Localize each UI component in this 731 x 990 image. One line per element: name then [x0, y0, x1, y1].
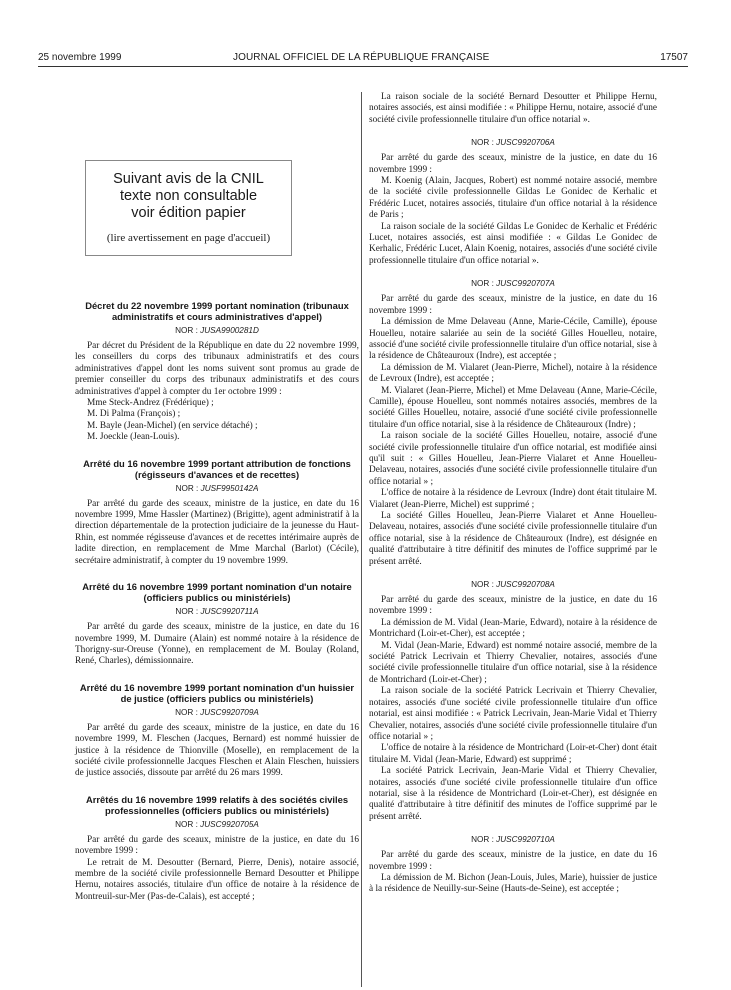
paragraph: Par arrêté du garde des sceaux, ministre de la justice, en date du 16 novembre 1999 : [369, 153, 657, 175]
name-item: M. Joeckle (Jean-Louis). [87, 432, 180, 443]
paragraph: L'office de notaire à la résidence de Montrichard (Loir-et-Cher) dont était titulaire M. Vidal (Jean-Marie, Edward) est supprimé ; [369, 743, 657, 765]
paragraph: M. Koenig (Alain, Jacques, Robert) est nommé notaire associé, membre de la société civile professionnelle Gildas Le Gonidec de Kerhalic et Frédéric Lucet, notaires associés, titulaire d'un office notarial à la résidence de Paris ; [369, 176, 657, 221]
nor-line: NOR : JUSA9900281D [175, 326, 259, 335]
paragraph: La raison sociale de la société Gilles Houelleu, notaire, associé d'une société civile professionnelle titulaire d'un office notarial, est modifiée ainsi qu'il suit : « Gilles Houelleu, Jean-Pierre Vialaret et Anne Houelleu-Delaveau, notaires, associés d'une société civile professionnelle titulaire d'un office notarial » ; [369, 431, 657, 487]
right-column [369, 92, 657, 896]
paragraph: La démission de Mme Delaveau (Anne, Marie-Cécile, Camille), épouse Houelleu, notaire salariée au sein de la société Gilles Houelleu, notaire, associé d'une société civile professionnelle titulaire d'un office notarial, sise à la résidence de Châteauroux (Indre), est acceptée ; [369, 317, 657, 362]
paragraph: Par arrêté du garde des sceaux, ministre de la justice, en date du 16 novembre 1999, M. Fleschen (Jacques, Bernard) est nommé huissier de justice à la résidence de Thionville (Moselle), en remplacement de la société civile professionnelle Jacques Fleschen et Alain Fleschen, huissiers de justice associés, dissoute par arrêté du 26 mars 1999. [75, 722, 359, 779]
cnil-notice-box [85, 160, 292, 256]
nor-line: NOR : JUSF9950142A [175, 483, 259, 493]
left-column [75, 92, 359, 903]
paragraph: La démission de M. Bichon (Jean-Louis, Jules, Marie), huissier de justice à la résidence de Neuilly-sur-Seine (Hauts-de-Seine), est acceptée ; [369, 872, 657, 895]
nor-number: JUSC9920710A [496, 835, 555, 845]
paragraph: La raison sociale de la société Bernard Desoutter et Philippe Hernu, notaires associés, est ainsi modifiée : « Philippe Hernu, notaire, associé d'une société civile professionnelle titulaire d'un office notarial ». [369, 92, 657, 125]
nor-line: NOR : JUSC9920711A [175, 607, 259, 617]
nor-line: NOR : JUSC9920705A [175, 819, 259, 829]
name-item: M. Bayle (Jean-Michel) (en service détaché) ; [87, 420, 258, 431]
nor-number: JUSC9920709A [200, 707, 259, 717]
cnil-note: (lire avertissement en page d'accueil) [106, 232, 271, 244]
nor-number: JUSC9920707A [496, 279, 555, 289]
paragraph: L'office de notaire à la résidence de Levroux (Indre) dont était titulaire M. Vialaret (Jean-Pierre, Michel) est supprimé ; [369, 488, 657, 510]
name-item: M. Di Palma (François) ; [87, 409, 181, 420]
paragraph: La démission de M. Vialaret (Jean-Pierre, Michel), notaire à la résidence de Levroux (Indre), est acceptée ; [369, 362, 657, 385]
decree-title: Arrêté du 16 novembre 1999 portant nomination d'un notaire (officiers publics ou ministériels) [82, 581, 352, 604]
decree-title: Arrêtés du 16 novembre 1999 relatifs à des sociétés civiles professionnelles (officiers publics ou ministériels) [85, 793, 349, 816]
paragraph: La société Patrick Lecrivain, Jean-Marie Vidal et Thierry Chevalier, notaires, associés d'une société civile professionnelle titulaire d'un office notarial, sise à la résidence de Montrichard (Loir-et-Cher), est désignée en qualité d'attributaire à titre définitif des minutes de l'office supprimé par le présent arrêté. [369, 766, 657, 822]
nor-number: JUSC9920706A [496, 138, 555, 148]
name-item: Mme Steck-Andrez (Frédérique) ; [87, 398, 214, 409]
paragraph: M. Vidal (Jean-Marie, Edward) est nommé notaire associé, membre de la société Patrick Lecrivain et Thierry Chevalier, notaires, associés d'une société civile professionnelle titulaire d'un office notarial, sise à la résidence de Montrichard (Loir-et-Cher) ; [369, 640, 657, 685]
nor-line: NOR : JUSC9920709A [175, 707, 259, 717]
nor-number: JUSC9920711A [200, 607, 259, 617]
paragraph: Par arrêté du garde des sceaux, ministre de la justice, en date du 16 novembre 1999, M. Dumaire (Alain) est nommé notaire à la résidence de Thorigny-sur-Oreuse (Yonne), en remplacement de M. Boulay (Roland, René, Charles), démissionnaire. [75, 622, 359, 667]
cnil-line-3: voir édition papier [131, 205, 246, 221]
nor-line: NOR : JUSC9920708A [471, 580, 555, 590]
paragraph: Par arrêté du garde des sceaux, ministre de la justice, en date du 16 novembre 1999, Mme Hassler (Martinez) (Brigitte), agent administratif à la direction départementale de la protection judiciaire de la jeunesse du Haut-Rhin, est nommée régisseuse d'avances et de recettes intérimaire auprès de ladite direction, en remplacement de Mme Marchal (Barlot) (Cécile), secrétaire administratif, à compter du 19 novembre 1999. [75, 498, 359, 566]
paragraph: Par arrêté du garde des sceaux, ministre de la justice, en date du 16 novembre 1999 : [369, 595, 657, 617]
nor-number: JUSC9920708A [496, 580, 555, 590]
nor-number: JUSA9900281D [200, 326, 259, 335]
paragraph: Par arrêté du garde des sceaux, ministre de la justice, en date du 16 novembre 1999 : [369, 294, 657, 316]
header-page-number: 17507 [660, 52, 688, 63]
paragraph: M. Vialaret (Jean-Pierre, Michel) et Mme Delaveau (Anne, Marie-Cécile, Camille), épouse Houelleu, sont nommés notaires associés, membres de la société Gilles Houelleu, notaire, associé d'une société civile professionnelle titulaire d'un office notarial, sise à la résidence de Châteauroux (Indre) ; [369, 385, 657, 430]
cnil-line-1: Suivant avis de la CNIL [113, 171, 264, 187]
paragraph: La raison sociale de la société Patrick Lecrivain et Thierry Chevalier, notaires, associés d'une société civile professionnelle titulaire d'un office notarial, est ainsi modifiée : « Patrick Lecrivain, Jean-Marie Vidal et Thierry Chevalier, notaires, associés d'une société civile professionnelle titulaire d'un office notarial » ; [369, 686, 657, 742]
header-rule [38, 66, 688, 67]
header-journal-title: JOURNAL OFFICIEL DE LA RÉPUBLIQUE FRANÇAISE [233, 52, 490, 63]
nor-number: JUSF9950142A [200, 483, 259, 493]
page-header [38, 52, 688, 66]
nor-number: JUSC9920705A [200, 819, 259, 829]
nor-line: NOR : JUSC9920710A [471, 835, 555, 845]
paragraph: La société Gilles Houelleu, Jean-Pierre Vialaret et Anne Houelleu-Delaveau, notaires, associés d'une société civile professionnelle titulaire d'un office notarial, sise à la résidence de Châteauroux (Indre), est désignée en qualité d'attributaire à titre définitif des minutes de l'office supprimé par le présent arrêté. [369, 511, 657, 567]
paragraph: Le retrait de M. Desoutter (Bernard, Pierre, Denis), notaire associé, membre de la société civile professionnelle Bernard Desoutter et Philippe Hernu, notaires associés, titulaire d'un office de notaire à la résidence de Montreuil-sur-Mer (Pas-de-Calais), est accepté ; [75, 857, 359, 902]
nor-line: NOR : JUSC9920706A [471, 138, 555, 148]
paragraph: Par arrêté du garde des sceaux, ministre de la justice, en date du 16 novembre 1999 : [369, 850, 657, 872]
paragraph: La démission de M. Vidal (Jean-Marie, Edward), notaire à la résidence de Montrichard (Loir-et-Cher), est acceptée ; [369, 617, 657, 640]
paragraph: La raison sociale de la société Gildas Le Gonidec de Kerhalic et Frédéric Lucet, notaires associés, est ainsi modifiée : « Gildas Le Gonidec de Kerhalic, Frédéric Lucet, Alain Koenig, notaires, associés d'une société civile professionnelle titulaire d'un office notarial ». [369, 221, 657, 266]
paragraph: Par décret du Président de la République en date du 22 novembre 1999, les conseillers du corps des tribunaux administratifs et des cours administratives d'appel dont les noms suivent sont promus au grade de premier conseiller du corps des tribunaux administratifs et des cours administratives d'appel à compter du 1er octobre 1999 : [75, 341, 359, 397]
cnil-line-2: texte non consultable [119, 188, 258, 204]
header-date: 25 novembre 1999 [38, 52, 122, 63]
decree-title: Arrêté du 16 novembre 1999 portant nomination d'un huissier de justice (officiers publics ou ministériels) [79, 681, 355, 704]
column-divider [361, 92, 362, 987]
decree-title: Arrêté du 16 novembre 1999 portant attribution de fonctions (régisseurs d'avances et de recettes) [83, 457, 351, 480]
decree-title: Décret du 22 novembre 1999 portant nomination (tribunaux administratifs et cours administratives d'appel) [85, 300, 349, 322]
paragraph: Par arrêté du garde des sceaux, ministre de la justice, en date du 16 novembre 1999 : [75, 834, 359, 857]
nor-line: NOR : JUSC9920707A [471, 279, 555, 289]
